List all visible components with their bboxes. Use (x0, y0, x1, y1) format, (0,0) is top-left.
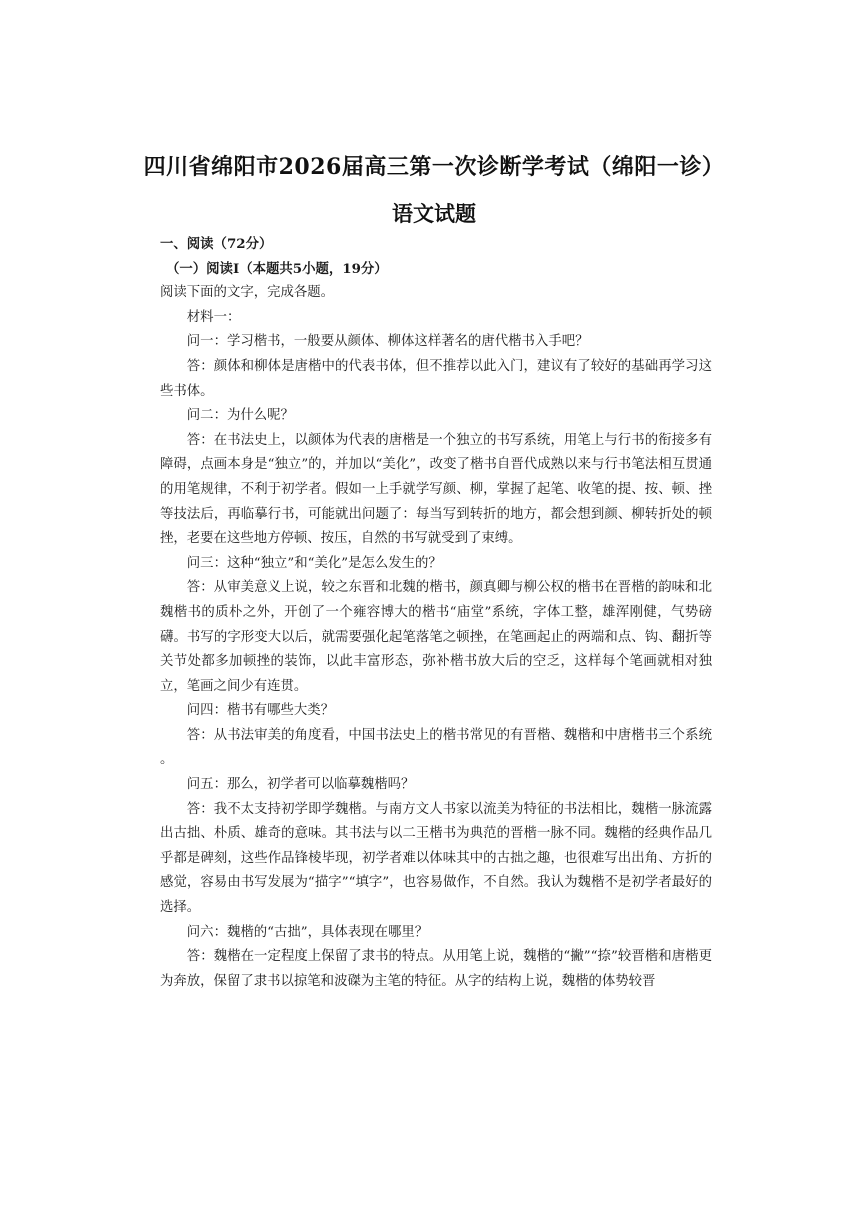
paragraph: 答：魏楷在一定程度上保留了隶书的特点。从用笔上说，魏楷的“撇”“捺”较晋楷和唐楷更为奔放，保留了隶书以掠笔和波磔为主笔的特征。从字的结构上说，魏楷的体势较晋 (160, 949, 712, 989)
section-heading: 一、阅读（72分） (160, 236, 273, 252)
material-label: 材料一： (186, 309, 241, 325)
paragraph: 问五：那么，初学者可以临摹魏楷吗？ (186, 777, 415, 793)
sub-section-heading: （一）阅读Ⅰ（本题共5小题，19分） (166, 260, 388, 277)
exam-body (160, 232, 712, 994)
paragraph: 问一：学习楷书，一般要从颜体、柳体这样著名的唐代楷书入手吧？ (186, 334, 589, 350)
paragraph: 答：在书法史上，以颜体为代表的唐楷是一个独立的书写系统，用笔上与行书的衔接多有障碍，点画本身是“独立”的，并加以“美化”，改变了楷书自晋代成熟以来与行书笔法相互贯通的用笔规律，不利于初学者。假如一上手就学写颜、柳，掌握了起笔、收笔的提、按、顿、挫等技法后，再临摹行书，可能就出问题了：每当写到转折的地方，都会想到颜、柳转折处的顿挫，老要在这些地方停顿、按压，自然的书写就受到了束缚。 (160, 432, 712, 547)
paragraph: 答：从书法审美的角度看，中国书法史上的楷书常见的有晋楷、魏楷和中唐楷书三个系统 。 (160, 727, 712, 768)
paragraph: 答：我不太支持初学即学魏楷。与南方文人书家以流美为特征的书法相比，魏楷一脉流露出古拙、朴质、雄奇的意味。其书法与以二王楷书为典范的晋楷一脉不同。魏楷的经典作品几乎都是碑刻，这些作品锋棱毕现，初学者难以体味其中的古拙之趣，也很难写出出角、方折的感觉，容易由书写发展为“描字”“填字”，也容易做作，不自然。我认为魏楷不是初学者最好的选择。 (160, 801, 712, 916)
exam-subtitle: 语文试题 (392, 201, 476, 226)
paragraph: 答：颜体和柳体是唐楷中的代表书体，但不推荐以此入门，建议有了较好的基础再学习这些书体。 (160, 358, 712, 399)
paragraph: 问四：楷书有哪些大类？ (186, 703, 335, 719)
instruction-text: 阅读下面的文字，完成各题。 (160, 285, 335, 301)
paragraph: 问三：这种“独立”和“美化”是怎么发生的？ (186, 555, 442, 571)
paragraph: 问二：为什么呢？ (186, 408, 294, 424)
paragraph: 答：从审美意义上说，较之东晋和北魏的楷书，颜真卿与柳公权的楷书在晋楷的韵味和北魏楷书的质朴之外，开创了一个雍容博大的楷书“庙堂”系统，字体工整，雄浑刚健，气势磅礴。书写的字形变大以后，就需要强化起笔落笔之顿挫，在笔画起止的两端和点、钩、翻折等关节处都多加顿挫的装饰，以此丰富形态，弥补楷书放大后的空乏，这样每个笔画就相对独立，笔画之间少有连贯。 (160, 580, 712, 694)
paragraph: 问六：魏楷的“古拙”，具体表现在哪里？ (186, 924, 429, 940)
exam-title: 四川省绵阳市2026届高三第一次诊断学考试（绵阳一诊） (143, 154, 725, 180)
